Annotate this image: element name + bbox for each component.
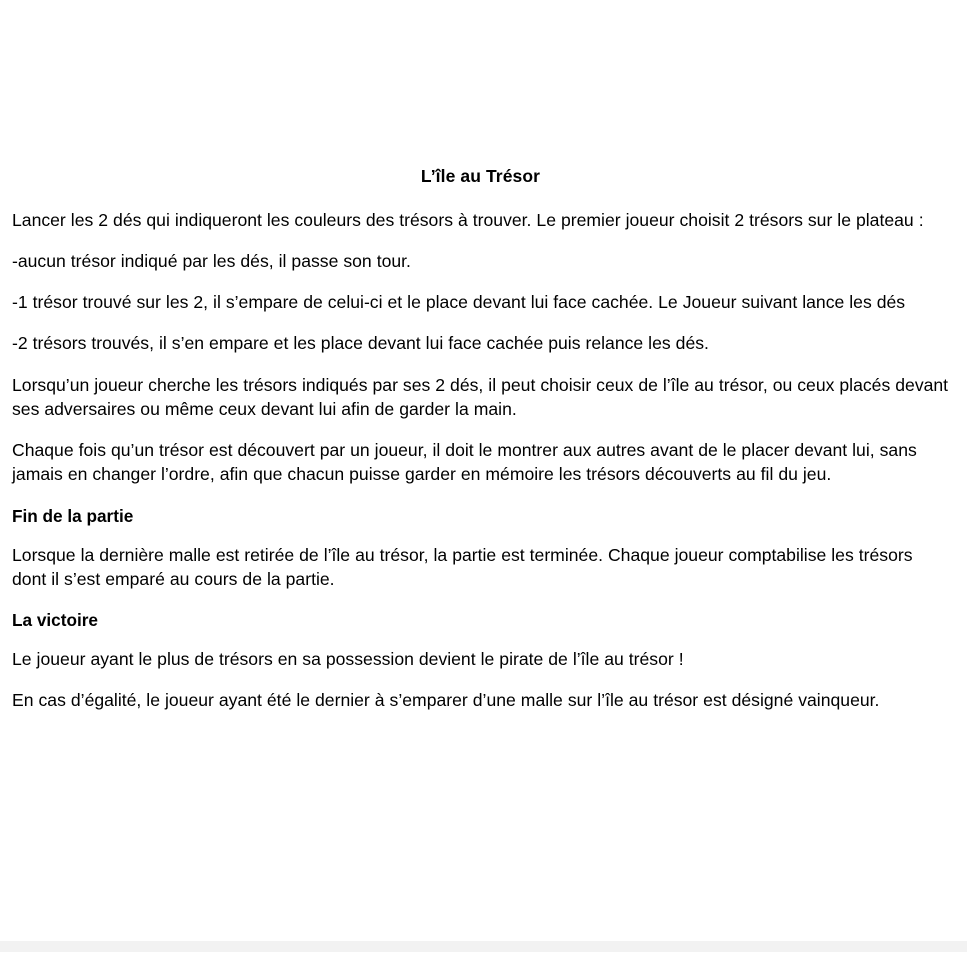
- heading-la-victoire: La victoire: [12, 609, 98, 630]
- paragraph-two-treasures: -2 trésors trouvés, il s’en empare et les place devant lui face cachée puis relance les dés.: [12, 333, 709, 354]
- paragraph-no-treasure: -aucun trésor indiqué par les dés, il passe son tour.: [12, 251, 411, 272]
- heading-fin-de-la-partie: Fin de la partie: [12, 505, 134, 526]
- paragraph-search-choice: Lorsqu’un joueur cherche les trésors indiqués par ses 2 dés, il peut choisir ceux de l’île au trésor, ou ceux placés devant ses adversaires ou même ceux devant lui afin de garder la main.: [12, 374, 949, 419]
- top-margin-spacer: [0, 0, 967, 166]
- paragraph-one-treasure: -1 trésor trouvé sur les 2, il s’empare de celui-ci et le place devant lui face cachée. Le Joueur suivant lance les dés: [12, 292, 906, 313]
- paragraph-winner: Le joueur ayant le plus de trésors en sa possession devient le pirate de l’île au trésor !: [12, 648, 684, 669]
- paragraph-show-treasure: Chaque fois qu’un trésor est découvert par un joueur, il doit le montrer aux autres avant de le placer devant lui, sans jamais en changer l’ordre, afin que chacun puisse garder en mémoire les trésors découverts au fil du jeu.: [12, 440, 917, 485]
- paragraph-end-of-game: Lorsque la dernière malle est retirée de l’île au trésor, la partie est terminée. Chaque joueur comptabilise les trésors dont il s’est emparé au cours de la partie.: [12, 544, 913, 589]
- bottom-separator-band: [0, 941, 967, 952]
- document-body: [0, 166, 967, 712]
- paragraph-intro: Lancer les 2 dés qui indiqueront les couleurs des trésors à trouver. Le premier joueur choisit 2 trésors sur le plateau :: [12, 209, 924, 230]
- paragraph-tiebreak: En cas d’égalité, le joueur ayant été le dernier à s’emparer d’une malle sur l’île au trésor est désigné vainqueur.: [12, 690, 880, 711]
- page-title: L’île au Trésor: [420, 166, 541, 186]
